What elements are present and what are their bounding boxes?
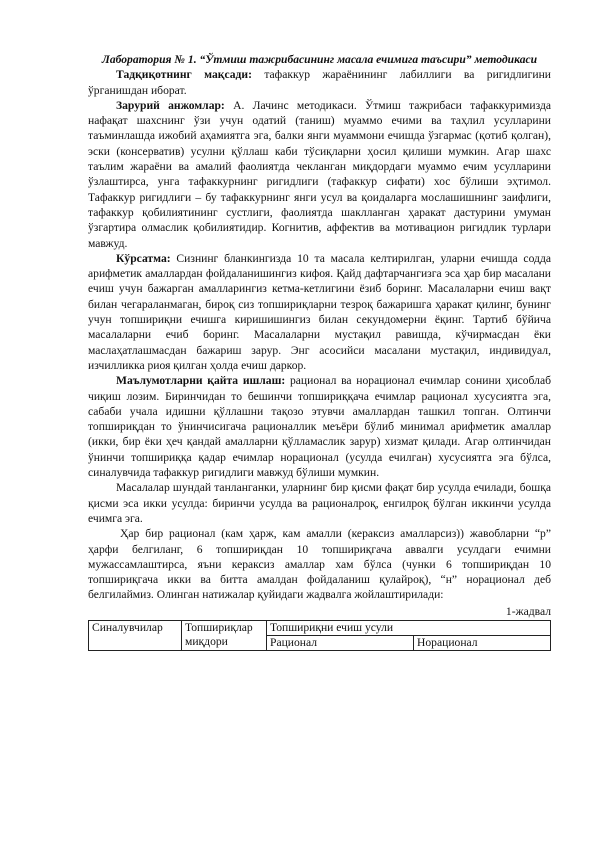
paragraph-selection xyxy=(88,480,551,526)
paragraph-instruction xyxy=(88,251,551,373)
instruction-text: Сизнинг бланкингизда 10 та масала келтирилган, уларни ечишда содда арифметик амаллардан фойдаланишингиз кифоя. Қайд дафтарчангизга эса ҳар бир масалани ечиш учун бажарган амалларингиз кетма-кетлигини ёзиб боринг. Масалаларни ечиш вақт билан чегараланмаган, бироқ сиз топшириқларни тезроқ бажаришга ҳаракат қилинг, бунинг учун топшириқни ечишга киришишингиз билан секундомерни ёқинг. Тартиб бўйича масалаларни ечиб боринг. Масалаларни мустақил равишда, кўчирмасдан ёки маслаҳатлашмасдан бажариш зарур. Энг асосийси масалани мустақил, индивидуал, изчилликка риоя қилган ҳолда ечиш даркор. xyxy=(88,251,551,372)
table-caption: 1-жадвал xyxy=(505,604,551,618)
document-page xyxy=(88,52,551,651)
header-task-count: Топшириқлар миқдори xyxy=(182,620,267,650)
header-rational: Рационал xyxy=(267,635,414,650)
results-table xyxy=(88,620,551,651)
instruction-lead: Кўрсатма: xyxy=(116,251,171,265)
goal-text: тафаккур жараёнининг лабиллиги ва ригидлигини ўрганишдан иборат. xyxy=(88,68,551,97)
header-irrational: Норационал xyxy=(414,635,551,650)
processing-text: рационал ва норационал ечимлар сонини ҳисоблаб чиқиш лозим. Биринчидан то бешинчи топшириққача ечимлар рационал хусусиятга эга, сабаби учала идишни қўллашни тақозо этувчи амаллардан ташкил топган. Олтинчи топшириқдан то ўнинчисигача рационаллик меъёри бўлиб минимал арифметик амаллар (икки, бир ёки ҳеч қандай амалларни қўлламаслик зарур) хизмат қилади. Агар олтинчидан ўнинчи топшириққа қадар ечимлар норационал (усулда ечилган) хусусиятга эга бўлса, синалувчида тафаккур ригидлиги мавжуд бўлиши мумкин. xyxy=(88,374,551,480)
equipment-lead: Зарурий анжомлар: xyxy=(116,98,225,112)
header-solution-method: Топшириқни ечиш усули xyxy=(267,620,551,635)
goal-lead: Тадқиқотнинг мақсади: xyxy=(116,68,252,82)
header-subjects: Синалувчилар xyxy=(89,620,182,650)
equipment-text: А. Лачинс методикаси. Ўтмиш тажрибаси тафаккуримизда нафақат шахснинг ўзи учун одатий (таниш) муаммо ечими ва таҳлил усулларини таъминлашда ижобий аҳамиятга эга, балки янги муаммони ечишда ўзгармас (қотиб қолган), эски (консерватив) усулни қўллаш каби тўсиқларни ҳосил қилиши мумкин. Агар шахс таълим жараёни ва амалий фаолиятда чекланган миқдордаги муаммо ечим усулларини ўзлаштирса, унга тафаккурнинг ригидлиги (тафаккур сифати) хос бўлиши эҳтимол. Тафаккур ригидлиги – бу тафаккурнинг янги усул ва қоидаларга мослашишнинг заифлиги, тафаккур қобилиятининг сустлиги, фаолиятда шаклланган ҳаракат дастурини умуман ўзгартира олмаслик қобилиятидир. Когнитив, аффектив ва мотивацион ригидлик турлари мавжуд. xyxy=(88,98,551,250)
paragraph-goal xyxy=(88,67,551,98)
marking-text: Ҳар бир рационал (кам ҳарж, кам амалли (кераксиз амалларсиз)) жавобларни “р” ҳарфи белгиланг, 6 топшириқдан 10 топшириқгача аввалги усулдаги ечимни мужассамлаштирса, яъни кераксиз амаллар хам бўлса (чунки 6 топшириқдан 10 топшириқгача икки ва битта амалдан фойдаланиш қулайроқ), “н” норационал деб белгилаймиз. Олинган натижалар қуйидаги жадвалга жойлаштирилади: xyxy=(88,527,551,602)
processing-lead: Маълумотларни қайта ишлаш: xyxy=(116,374,286,388)
page-title: Лаборатория № 1. “Ўтмиш тажрибасининг масала ечимига таъсири” методикаси xyxy=(101,53,538,66)
paragraph-equipment xyxy=(88,98,551,251)
selection-text: Масалалар шундай танланганки, уларнинг бир қисми фақат бир усулда ечилади, бошқа қисми эса икки усулда: биринчи усулда ва рационалроқ, енгилроқ бўлган иккинчи усулда ечимга эга. xyxy=(88,481,551,525)
table-header-row xyxy=(89,620,551,635)
paragraph-processing xyxy=(88,373,551,480)
paragraph-marking xyxy=(88,526,551,602)
